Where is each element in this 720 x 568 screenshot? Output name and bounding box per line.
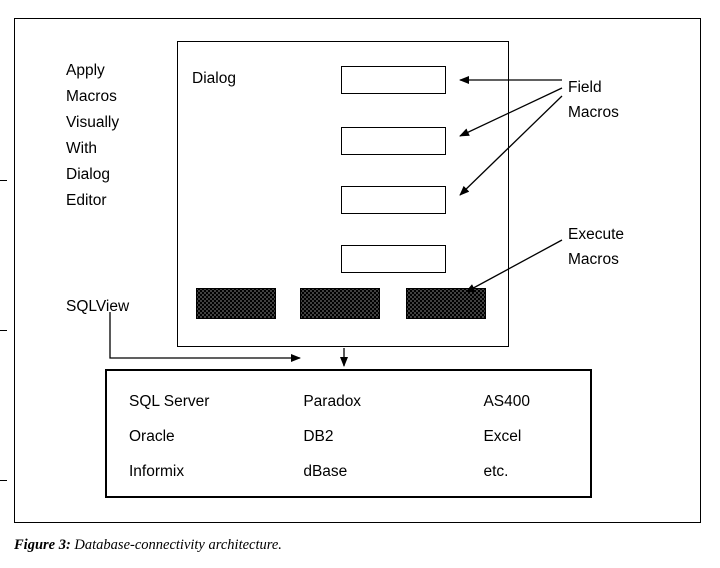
database-list-box — [105, 369, 592, 498]
execute-macro-button-1[interactable] — [196, 288, 276, 319]
database-cell-sql-server: SQL Server — [129, 393, 210, 410]
field-macro-box-3[interactable] — [341, 186, 446, 214]
field-macro-box-1[interactable] — [341, 66, 446, 94]
database-cell-oracle: Oracle — [129, 428, 175, 445]
apply-macros-line-2: Macros — [66, 88, 117, 105]
database-cell-excel: Excel — [483, 428, 522, 445]
field-macro-box-4[interactable] — [341, 245, 446, 273]
page-tick-mark — [0, 480, 7, 481]
database-cell-as400: AS400 — [483, 393, 531, 410]
page-tick-mark — [0, 180, 7, 181]
database-cell-db2: DB2 — [303, 428, 334, 445]
database-cell-paradox: Paradox — [303, 393, 362, 410]
field-macros-annotation — [568, 75, 619, 125]
figure-caption-label: Figure 3: — [14, 537, 71, 553]
execute-macro-button-3[interactable] — [406, 288, 486, 319]
database-row — [107, 428, 590, 463]
field-macros-annotation-line-1: Field — [568, 79, 602, 96]
figure-caption-text: Database-connectivity architecture. — [74, 537, 282, 553]
field-macros-annotation-line-2: Macros — [568, 104, 619, 121]
database-cell-informix: Informix — [129, 463, 185, 480]
apply-macros-line-6: Editor — [66, 192, 107, 209]
apply-macros-line-3: Visually — [66, 114, 120, 131]
apply-macros-line-4: With — [66, 140, 97, 157]
apply-macros-line-1: Apply — [66, 62, 105, 79]
dialog-label: Dialog — [192, 70, 236, 87]
figure-caption — [14, 537, 282, 554]
database-cell-etc: etc. — [483, 463, 509, 480]
page-tick-mark — [0, 330, 7, 331]
execute-macros-annotation-line-1: Execute — [568, 226, 625, 243]
field-macro-box-2[interactable] — [341, 127, 446, 155]
apply-macros-line-5: Dialog — [66, 166, 110, 183]
execute-macros-annotation — [568, 222, 624, 272]
database-row — [107, 463, 590, 498]
database-grid — [107, 371, 590, 496]
database-cell-dbase: dBase — [303, 463, 348, 480]
sqlview-label: SQLView — [66, 298, 130, 315]
database-row — [107, 393, 590, 428]
apply-macros-text-block — [66, 58, 119, 214]
execute-macro-button-2[interactable] — [300, 288, 380, 319]
execute-macros-annotation-line-2: Macros — [568, 251, 619, 268]
